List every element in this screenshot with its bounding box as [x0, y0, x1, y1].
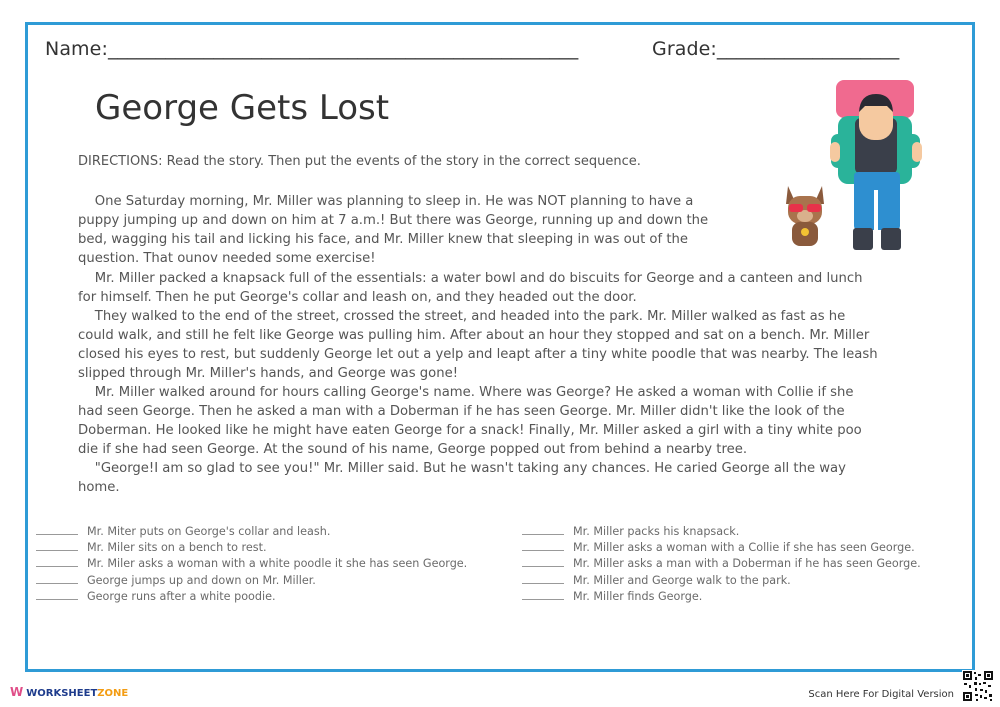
grade-field: Grade:___________________: [652, 38, 900, 60]
name-field: Name:_________________________________________________: [45, 38, 579, 60]
story-line: home.: [78, 480, 120, 495]
event-text: Mr. Miler asks a woman with a white poodle it she has seen George.: [87, 557, 468, 571]
event-text: George runs after a white poodie.: [87, 589, 276, 603]
story-line: die if she had seen George. At the sound of his name, George popped out from behind a nearby tree.: [78, 442, 748, 457]
story-line: Doberman. He looked like he might have eaten George for a snack! Finally, Mr. Miller asked a girl with a tiny white poo: [78, 423, 862, 438]
event-text: Mr. Miller asks a man with a Doberman if he has seen George.: [573, 557, 921, 571]
answer-blank[interactable]: [36, 556, 78, 567]
scan-caption: Scan Here For Digital Version: [808, 689, 954, 700]
answer-blank[interactable]: [36, 589, 78, 600]
answer-blank[interactable]: [36, 524, 78, 535]
worksheet-title: George Gets Lost: [95, 88, 390, 128]
story-line: bed, wagging his tail and licking his face, and Mr. Miller knew that sleeping in was out of the: [78, 232, 688, 247]
boot-shape: [853, 228, 873, 250]
story-line: closed his eyes to rest, but suddenly George let out a yelp and leapt after a tiny white poodle that was nearby. The leash: [78, 347, 878, 362]
event-item: [522, 540, 921, 556]
event-text: Mr. Miler sits on a bench to rest.: [87, 541, 267, 555]
sunglasses-shape: [807, 204, 821, 212]
dog-tag-shape: [801, 228, 809, 236]
event-item: [36, 573, 467, 589]
event-item: [522, 573, 921, 589]
story-line: puppy jumping up and down on him at 7 a.m.! But there was George, running up and down the: [78, 213, 709, 228]
answer-blank[interactable]: [522, 540, 564, 551]
event-item: [522, 524, 921, 540]
event-item: [36, 540, 467, 556]
hand-shape: [912, 142, 922, 162]
events-left-column: [36, 524, 467, 605]
story-line: They walked to the end of the street, crossed the street, and headed into the park. Mr. Miller walked as fast as he: [78, 309, 846, 324]
story-line: Mr. Miller walked around for hours calling George's name. Where was George? He asked a woman with Collie if she: [78, 385, 854, 400]
event-item: [36, 589, 467, 605]
event-text: Mr. Miller and George walk to the park.: [573, 573, 791, 587]
event-text: George jumps up and down on Mr. Miller.: [87, 573, 316, 587]
answer-blank[interactable]: [522, 589, 564, 600]
story-line: Mr. Miller packed a knapsack full of the essentials: a water bowl and do biscuits for George and a canteen and lunch: [78, 271, 863, 286]
logo-text: WORKSHEET: [26, 688, 98, 699]
answer-blank[interactable]: [522, 524, 564, 535]
event-text: Mr. Miller finds George.: [573, 589, 703, 603]
answer-blank[interactable]: [36, 573, 78, 584]
directions-text: DIRECTIONS: Read the story. Then put the events of the story in the correct sequence.: [78, 154, 641, 169]
event-item: [36, 524, 467, 540]
event-item: [522, 589, 921, 605]
dog-illustration: [782, 178, 828, 248]
logo-text-accent: ZONE: [97, 688, 129, 699]
story-line: had seen George. Then he asked a man with a Doberman if he has seen George. Mr. Miller didn't like the look of the: [78, 404, 845, 419]
event-item: [36, 556, 467, 572]
pants-gap-shape: [874, 190, 878, 230]
hand-shape: [830, 142, 840, 162]
story-line: One Saturday morning, Mr. Miller was planning to sleep in. He was NOT planning to have a: [78, 194, 694, 209]
story-line: for himself. Then he put George's collar and leash on, and they headed out the door.: [78, 290, 637, 305]
story-line: question. That ounov needed some exercise!: [78, 251, 376, 266]
event-item: [522, 556, 921, 572]
logo-mark-icon: W: [10, 685, 24, 699]
answer-blank[interactable]: [522, 556, 564, 567]
story-line: "George!I am so glad to see you!" Mr. Miller said. But he wasn't taking any chances. He caried George all the way: [78, 461, 846, 476]
events-right-column: [522, 524, 921, 605]
hiker-illustration: [826, 72, 926, 254]
story-line: slipped through Mr. Miller's hands, and George was gone!: [78, 366, 459, 381]
boot-shape: [881, 228, 901, 250]
sunglasses-shape: [789, 204, 803, 212]
worksheetzone-logo[interactable]: [10, 685, 128, 699]
answer-blank[interactable]: [522, 573, 564, 584]
answer-blank[interactable]: [36, 540, 78, 551]
event-text: Mr. Miller asks a woman with a Collie if she has seen George.: [573, 541, 915, 555]
event-text: Mr. Miter puts on George's collar and leash.: [87, 525, 331, 538]
event-text: Mr. Miller packs his knapsack.: [573, 525, 740, 538]
story-line: could walk, and still he felt like George was pulling him. After about an hour they stopped and sat on a bench. Mr. Miller: [78, 328, 870, 343]
qr-code-icon[interactable]: [962, 670, 994, 702]
